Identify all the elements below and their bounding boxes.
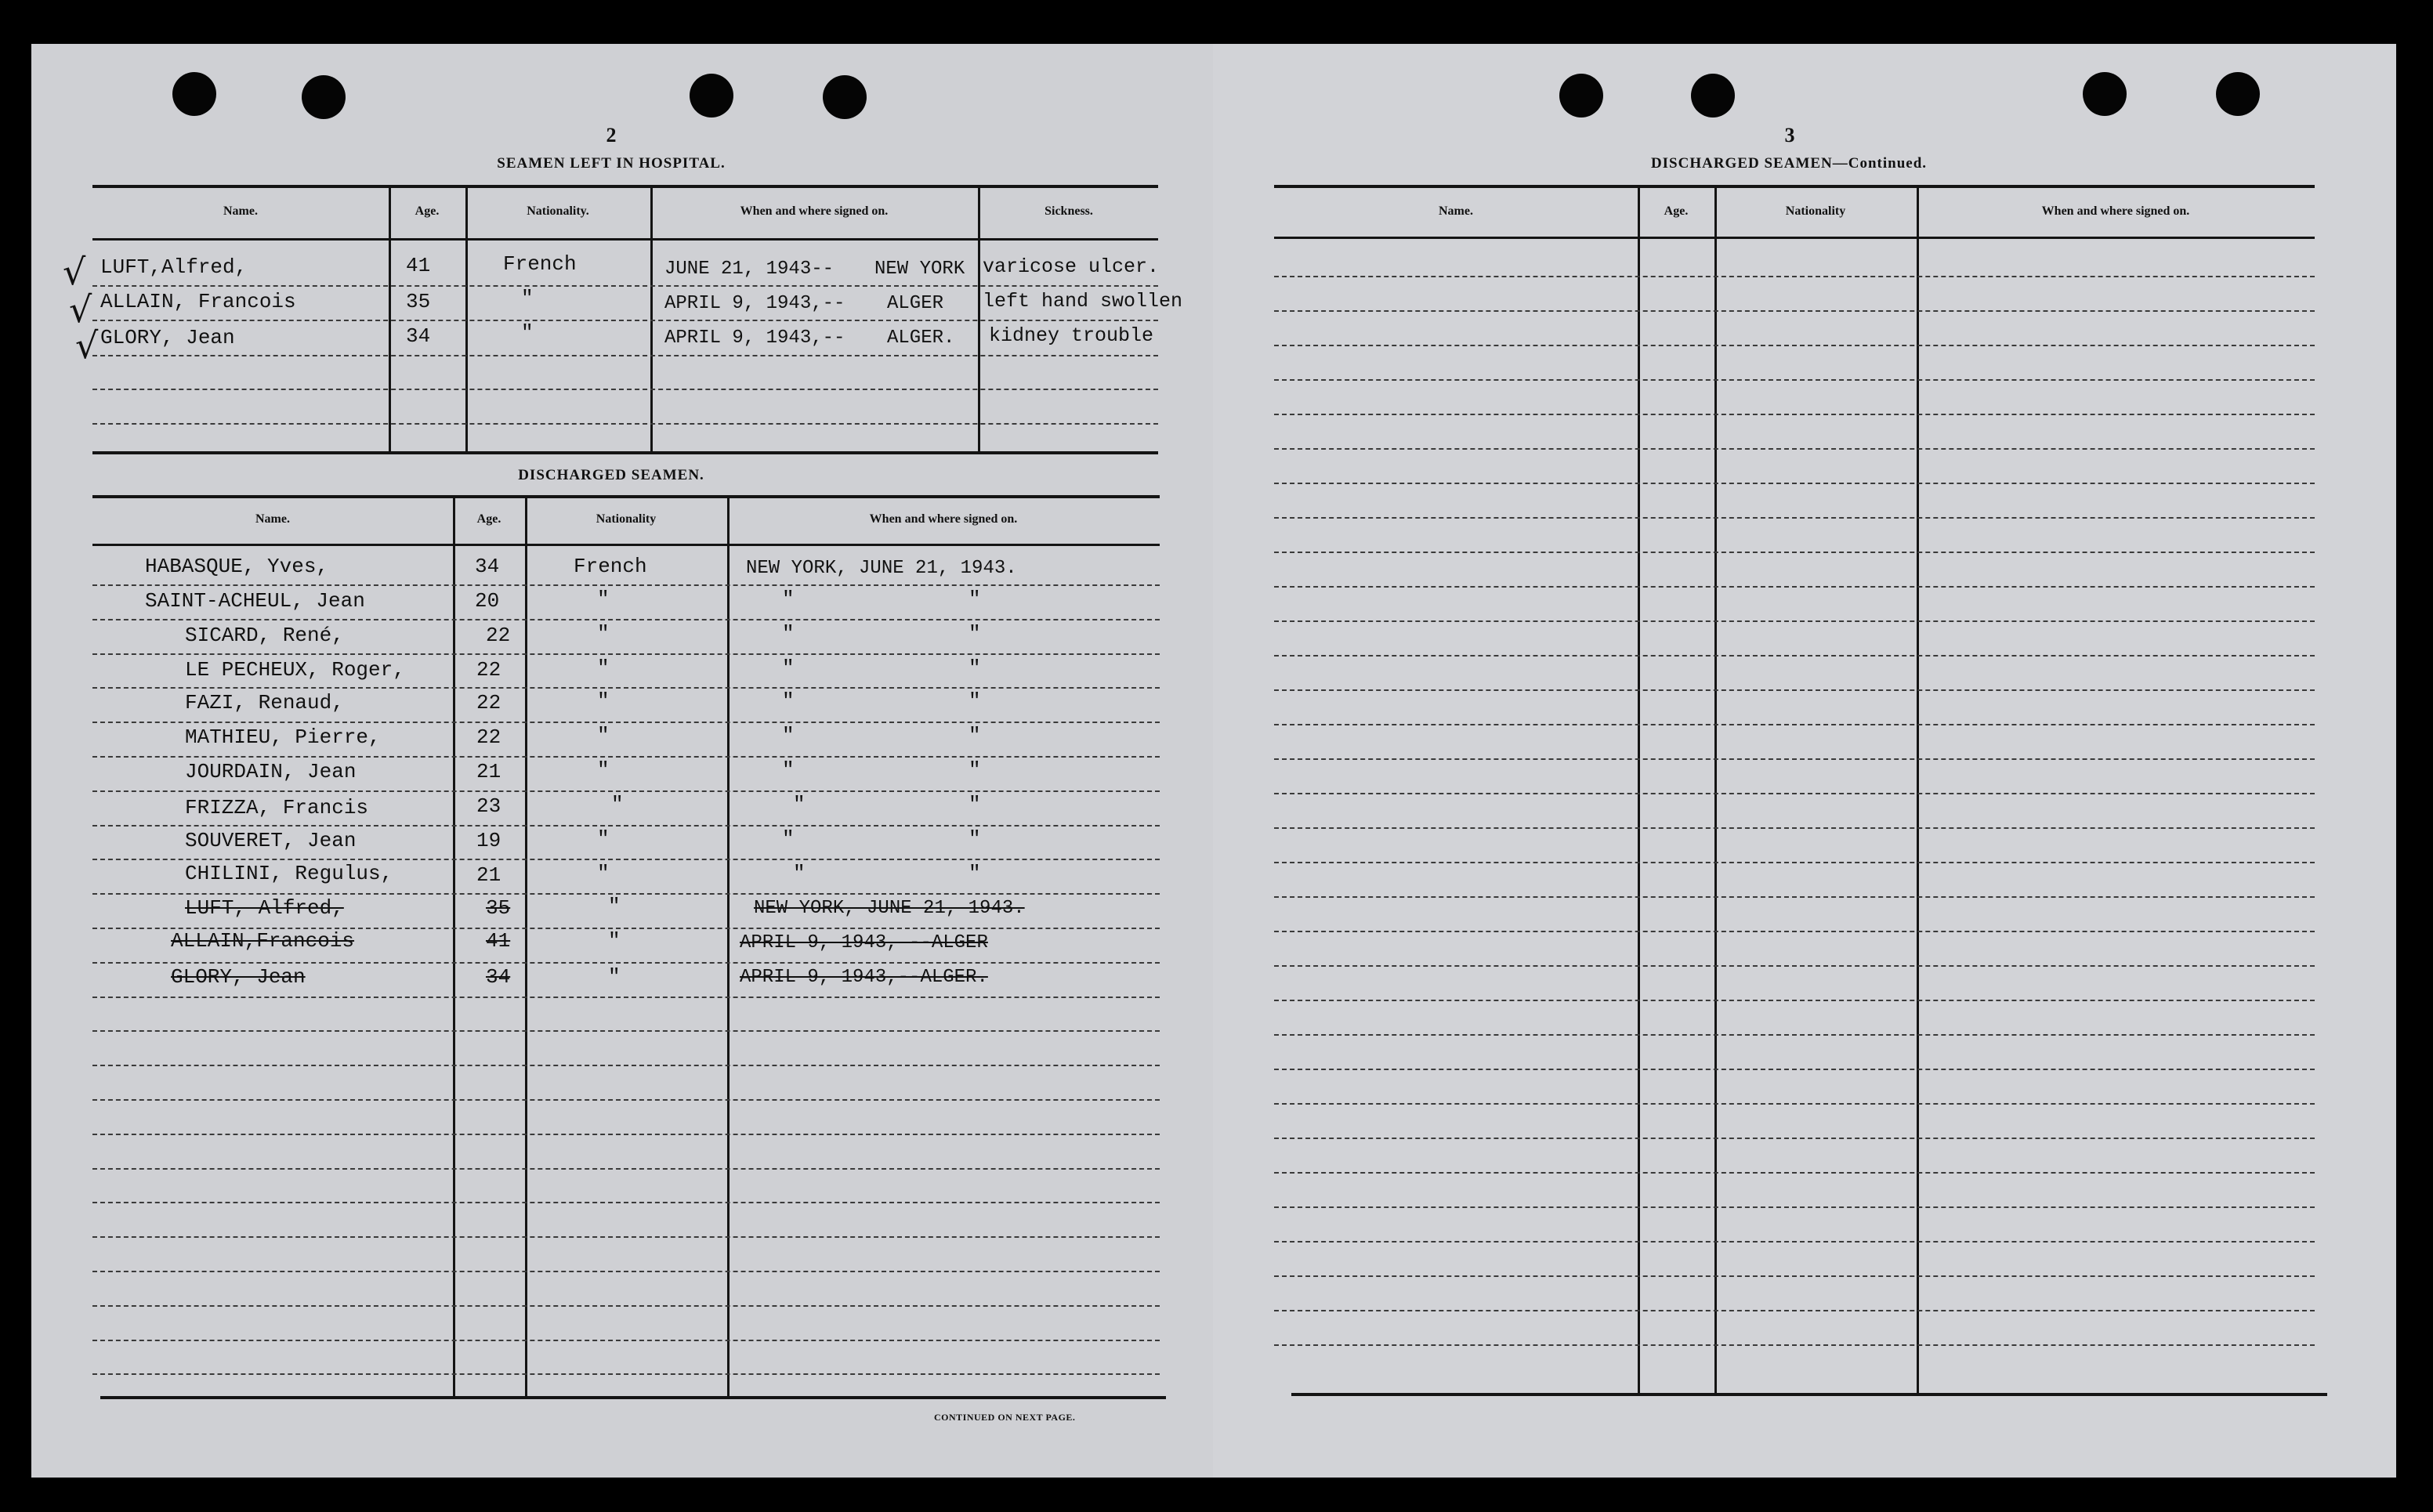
row-line: [92, 790, 1160, 792]
punch-hole: [302, 75, 346, 119]
row-line: [92, 389, 1158, 390]
column-header-nationality: Nationality.: [527, 204, 589, 218]
row-line: [1274, 586, 2315, 588]
signed-place: ": [782, 758, 795, 782]
seaman-age-struck: 35: [486, 896, 511, 920]
row-line: [92, 962, 1160, 964]
seaman-name: SAINT-ACHEUL, Jean: [145, 589, 365, 613]
seaman-nationality: ": [597, 724, 610, 747]
signed-date: JUNE 21, 1943--: [664, 259, 835, 280]
seaman-nationality: French: [503, 252, 577, 276]
punch-hole: [2083, 72, 2127, 116]
row-line: [1274, 310, 2315, 312]
row-line: [92, 859, 1160, 860]
signed-on: NEW YORK, JUNE 21, 1943.: [746, 558, 1017, 579]
punch-hole: [2216, 72, 2260, 116]
seaman-name: LUFT,Alfred,: [100, 255, 248, 279]
row-line: [92, 825, 1160, 827]
seaman-name: SICARD, René,: [185, 624, 344, 647]
row-line: [1274, 448, 2315, 450]
column-header-age: Age.: [1664, 204, 1689, 218]
column-header-name: Name.: [223, 204, 258, 218]
row-line: [1274, 931, 2315, 932]
column-divider: [1714, 186, 1717, 1393]
row-line: [92, 653, 1160, 655]
seaman-nationality: ": [597, 657, 610, 680]
column-header-nationality: Nationality: [1785, 204, 1846, 218]
table-header-rule: [92, 238, 1158, 241]
table-bottom-rule: [1291, 1393, 2327, 1396]
column-divider: [1638, 186, 1640, 1393]
checkmark-icon: √: [69, 288, 92, 331]
punch-hole: [823, 75, 867, 119]
signed-date: ": [968, 827, 981, 851]
row-line: [92, 1030, 1160, 1032]
row-line: [92, 1373, 1160, 1375]
column-divider: [1917, 186, 1919, 1393]
punch-hole: [1691, 74, 1735, 118]
column-header-signed-on: When and where signed on.: [869, 512, 1018, 526]
column-header-signed-on: When and where signed on.: [740, 204, 889, 218]
signed-date: ": [968, 588, 981, 611]
seaman-age: 19: [476, 829, 501, 852]
row-line: [1274, 552, 2315, 553]
seaman-name: MATHIEU, Pierre,: [185, 725, 381, 749]
row-line: [92, 1134, 1160, 1135]
seaman-age: 22: [476, 725, 501, 749]
row-line: [1274, 276, 2315, 277]
table-top-rule: [92, 185, 1158, 188]
row-line: [92, 584, 1160, 586]
signed-date: ": [968, 862, 981, 885]
seaman-age: 34: [475, 555, 500, 578]
row-line: [92, 355, 1158, 356]
table-bottom-rule: [100, 1396, 1166, 1399]
seaman-nationality: ": [597, 758, 610, 782]
seaman-name: LE PECHEUX, Roger,: [185, 658, 405, 682]
row-line: [1274, 896, 2315, 898]
seaman-age: 21: [476, 760, 501, 783]
signed-date: ": [968, 758, 981, 782]
column-header-sickness: Sickness.: [1045, 204, 1093, 218]
left-page: [31, 44, 1218, 1478]
seaman-age: 41: [406, 254, 431, 277]
signed-date: ": [968, 622, 981, 646]
row-line: [92, 756, 1160, 758]
checkmark-icon: √: [75, 324, 99, 367]
column-divider: [727, 497, 730, 1396]
signed-place: ": [782, 689, 795, 713]
table-header-rule: [92, 544, 1160, 546]
row-line: [92, 1168, 1160, 1170]
row-line: [1274, 1344, 2315, 1346]
page-number: 2: [606, 124, 617, 146]
row-line: [92, 893, 1160, 895]
column-divider: [650, 186, 653, 451]
row-line: [92, 1099, 1160, 1101]
seaman-age-struck: 34: [486, 965, 511, 989]
seaman-age: 22: [476, 691, 501, 714]
seaman-name-struck: ALLAIN,Francois: [171, 929, 355, 953]
seaman-name: CHILINI, Regulus,: [185, 862, 393, 885]
row-line: [92, 1340, 1160, 1341]
signed-place: ALGER: [887, 293, 944, 314]
seaman-age: 35: [406, 290, 431, 313]
row-line: [1274, 793, 2315, 794]
seaman-nationality: ": [611, 793, 624, 816]
row-line: [1274, 620, 2315, 622]
discharged-continued-title: DISCHARGED SEAMEN—Continued.: [1650, 155, 1928, 172]
row-line: [92, 619, 1160, 620]
row-line: [92, 1236, 1160, 1238]
discharged-section-title: DISCHARGED SEAMEN.: [518, 467, 704, 483]
sickness: kidney trouble: [989, 324, 1154, 347]
row-line: [1274, 1000, 2315, 1001]
seaman-nationality: ": [597, 622, 610, 646]
seaman-name-struck: GLORY, Jean: [171, 965, 306, 989]
row-line: [92, 687, 1160, 689]
seaman-name: SOUVERET, Jean: [185, 829, 357, 852]
row-line: [1274, 689, 2315, 691]
column-header-name: Name.: [1439, 204, 1473, 218]
signed-on-struck: APRIL 9, 1943,--ALGER.: [740, 967, 988, 988]
column-header-name: Name.: [255, 512, 290, 526]
row-line: [92, 1271, 1160, 1272]
signed-place: ": [782, 827, 795, 851]
column-header-nationality: Nationality: [596, 512, 657, 526]
column-divider: [453, 497, 455, 1396]
seaman-name: FRIZZA, Francis: [185, 796, 369, 819]
signed-date: APRIL 9, 1943,--: [664, 293, 845, 314]
row-line: [1274, 1138, 2315, 1139]
row-line: [1274, 1069, 2315, 1070]
seaman-nationality: ": [597, 862, 610, 885]
table-header-rule: [1274, 237, 2315, 239]
row-line: [1274, 1103, 2315, 1105]
row-line: [92, 722, 1160, 723]
signed-place: ": [782, 588, 795, 611]
seaman-nationality: ": [521, 287, 534, 310]
row-line: [1274, 414, 2315, 415]
row-line: [1274, 862, 2315, 863]
punch-hole: [690, 74, 733, 118]
seaman-nationality: ": [608, 965, 621, 989]
signed-place: ": [782, 724, 795, 747]
signed-place: ALGER.: [887, 327, 955, 349]
row-line: [1274, 827, 2315, 829]
row-line: [1274, 758, 2315, 760]
seaman-name: HABASQUE, Yves,: [145, 555, 329, 578]
row-line: [92, 320, 1158, 321]
seaman-age: 23: [476, 794, 501, 818]
seaman-nationality: ": [597, 689, 610, 713]
right-page: [1213, 44, 2396, 1478]
seaman-age: 34: [406, 324, 431, 348]
row-line: [1274, 1172, 2315, 1174]
signed-date: ": [968, 657, 981, 680]
seaman-name: GLORY, Jean: [100, 326, 235, 349]
column-header-age: Age.: [415, 204, 440, 218]
row-line: [1274, 1310, 2315, 1311]
row-line: [1274, 1275, 2315, 1277]
seaman-age: 22: [476, 658, 501, 682]
seaman-name: JOURDAIN, Jean: [185, 760, 357, 783]
row-line: [92, 1202, 1160, 1203]
seaman-age: 20: [475, 589, 500, 613]
seaman-name-struck: LUFT, Alfred,: [185, 896, 344, 920]
column-divider: [525, 497, 527, 1396]
continued-note: CONTINUED ON NEXT PAGE.: [934, 1412, 1076, 1423]
row-line: [92, 997, 1160, 998]
row-line: [1274, 965, 2315, 967]
seaman-nationality: ": [608, 895, 621, 918]
seaman-age: 21: [476, 863, 501, 887]
row-line: [1274, 379, 2315, 381]
seaman-name: FAZI, Renaud,: [185, 691, 344, 714]
row-line: [92, 423, 1158, 425]
punch-hole: [172, 72, 216, 116]
table-top-rule: [92, 495, 1160, 498]
column-header-signed-on: When and where signed on.: [2041, 204, 2190, 218]
seaman-nationality: ": [597, 827, 610, 851]
signed-date: ": [968, 793, 981, 816]
column-divider: [389, 186, 391, 451]
row-line: [1274, 483, 2315, 484]
row-line: [1274, 517, 2315, 519]
table-top-rule: [1274, 185, 2315, 188]
row-line: [1274, 1206, 2315, 1208]
signed-place: ": [793, 862, 806, 885]
row-line: [1274, 655, 2315, 657]
seaman-nationality: French: [574, 555, 647, 578]
checkmark-icon: √: [63, 251, 86, 293]
column-header-age: Age.: [476, 512, 501, 526]
row-line: [92, 285, 1158, 287]
hospital-section-title: SEAMEN LEFT IN HOSPITAL.: [497, 155, 726, 172]
row-line: [92, 1065, 1160, 1066]
column-divider: [978, 186, 980, 451]
seaman-age: 22: [486, 624, 511, 647]
row-line: [1274, 1241, 2315, 1243]
signed-date: ": [968, 724, 981, 747]
signed-place: NEW YORK: [874, 259, 965, 280]
column-divider: [465, 186, 468, 451]
row-line: [1274, 724, 2315, 725]
seaman-nationality: ": [521, 321, 534, 345]
sickness: varicose ulcer.: [983, 255, 1160, 278]
signed-place: ": [793, 793, 806, 816]
signed-on-struck: NEW YORK, JUNE 21, 1943.: [754, 898, 1025, 919]
signed-place: ": [782, 622, 795, 646]
punch-hole: [1559, 74, 1603, 118]
seaman-name: ALLAIN, Francois: [100, 290, 296, 313]
row-line: [1274, 345, 2315, 346]
row-line: [92, 1305, 1160, 1307]
signed-place: ": [782, 657, 795, 680]
seaman-nationality: ": [608, 929, 621, 953]
signed-date: APRIL 9, 1943,--: [664, 327, 845, 349]
signed-on-struck: APRIL 9, 1943, --ALGER: [740, 932, 988, 953]
page-number: 3: [1784, 124, 1795, 146]
table-bottom-rule: [92, 451, 1158, 454]
row-line: [1274, 1034, 2315, 1036]
seaman-nationality: ": [597, 588, 610, 611]
seaman-age-struck: 41: [486, 929, 511, 953]
sickness: left hand swollen: [983, 290, 1183, 313]
signed-date: ": [968, 689, 981, 713]
